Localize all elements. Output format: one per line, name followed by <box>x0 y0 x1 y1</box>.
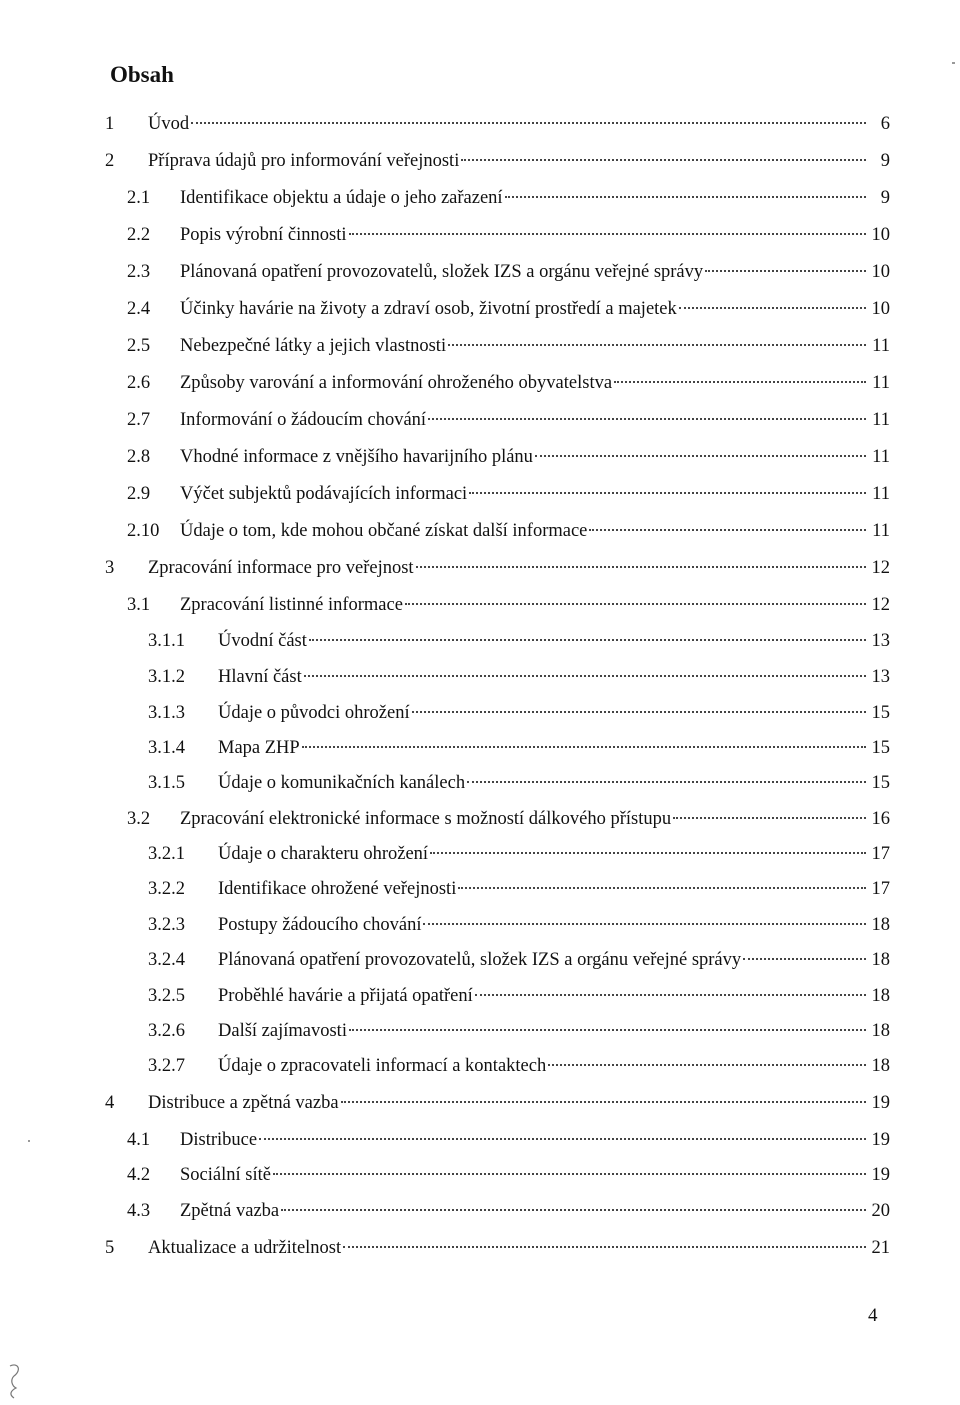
dot-leader <box>535 455 866 457</box>
toc-entry-number: 4.3 <box>127 1201 151 1221</box>
toc-entry[interactable] <box>148 665 890 689</box>
toc-entry[interactable] <box>127 334 890 358</box>
toc-entry[interactable] <box>127 408 890 432</box>
toc-entry[interactable] <box>148 984 890 1008</box>
dot-leader <box>405 603 866 605</box>
toc-entry-label: Plánovaná opatření provozovatelů, složek IZS a orgánu veřejné správy <box>180 262 704 282</box>
toc-entry-page: 19 <box>871 1130 890 1150</box>
toc-entry[interactable] <box>127 519 890 543</box>
toc-entry-label: Identifikace ohrožené veřejnosti <box>218 879 457 899</box>
toc-entry-label: Údaje o tom, kde mohou občané získat další informace <box>180 521 588 541</box>
toc-entry[interactable] <box>127 186 890 210</box>
toc-entry-number: 3.2.4 <box>148 950 185 970</box>
toc-entry-page: 9 <box>880 188 890 208</box>
dot-leader <box>743 958 866 960</box>
toc-entry[interactable] <box>148 842 890 866</box>
toc-entry-page: 10 <box>871 225 890 245</box>
toc-entry-page: 11 <box>872 484 890 504</box>
toc-entry[interactable] <box>105 149 890 173</box>
dot-leader <box>341 1101 866 1103</box>
toc-entry-label: Vhodné informace z vnějšího havarijního plánu <box>180 447 533 467</box>
toc-entry-page: 10 <box>871 299 890 319</box>
toc-entry-label: Údaje o původci ohrožení <box>218 703 410 723</box>
dot-leader <box>259 1138 866 1140</box>
toc-entry-label: Výčet subjektů podávajících informaci <box>180 484 468 504</box>
toc-entry-number: 2.2 <box>127 225 151 245</box>
toc-title: Obsah <box>110 62 174 87</box>
toc-entry-number: 3 <box>105 558 115 578</box>
toc-entry-number: 3.1.5 <box>148 773 185 793</box>
dot-leader <box>430 852 866 854</box>
toc-entry-label: Údaje o zpracovateli informací a kontaktech <box>218 1056 547 1076</box>
dot-leader <box>705 270 866 272</box>
toc-entry-page: 11 <box>872 521 890 541</box>
toc-entry[interactable] <box>105 112 890 136</box>
dot-leader <box>273 1173 866 1175</box>
toc-entry-number: 2.1 <box>127 188 151 208</box>
toc-entry[interactable] <box>148 736 890 760</box>
toc-entry-page: 20 <box>871 1201 890 1221</box>
toc-entry-number: 3.2.5 <box>148 986 185 1006</box>
dot-leader <box>679 307 866 309</box>
dot-leader <box>281 1209 866 1211</box>
toc-entry[interactable] <box>127 445 890 469</box>
toc-entry-page: 19 <box>871 1165 890 1185</box>
toc-entry[interactable] <box>127 223 890 247</box>
toc-entry-label: Hlavní část <box>218 667 302 687</box>
toc-entry-label: Údaje o komunikačních kanálech <box>218 773 466 793</box>
toc-entry-label: Distribuce <box>180 1130 258 1150</box>
dot-leader <box>309 639 866 641</box>
toc-entry-number: 2.7 <box>127 410 151 430</box>
dot-leader <box>461 159 866 161</box>
toc-entry-label: Popis výrobní činnosti <box>180 225 347 245</box>
toc-entry-number: 3.2.6 <box>148 1021 185 1041</box>
toc-entry-number: 3.2.7 <box>148 1056 185 1076</box>
toc-entry-page: 17 <box>871 879 890 899</box>
toc-entry-number: 1 <box>105 114 115 134</box>
toc-entry-number: 3.1.2 <box>148 667 185 687</box>
toc-entry[interactable] <box>105 1236 890 1260</box>
toc-entry[interactable] <box>148 701 890 725</box>
toc-entry-label: Úvodní část <box>218 631 307 651</box>
dot-leader <box>412 711 866 713</box>
toc-entry-label: Distribuce a zpětná vazba <box>148 1093 339 1113</box>
page-number: 4 <box>868 1305 878 1326</box>
dot-leader <box>467 781 866 783</box>
toc-entry[interactable] <box>127 371 890 395</box>
toc-entry-label: Postupy žádoucího chování <box>218 915 422 935</box>
dot-leader <box>673 817 866 819</box>
toc-entry-page: 18 <box>871 915 890 935</box>
dot-leader <box>458 887 866 889</box>
toc-entry[interactable] <box>148 948 890 972</box>
scan-speck <box>28 1140 30 1142</box>
toc-entry[interactable] <box>148 629 890 653</box>
toc-entry[interactable] <box>148 1054 890 1078</box>
toc-entry-page: 18 <box>871 1021 890 1041</box>
toc-entry-number: 4.2 <box>127 1165 151 1185</box>
toc-entry[interactable] <box>148 771 890 795</box>
toc-entry-page: 18 <box>871 1056 890 1076</box>
toc-entry-number: 5 <box>105 1238 115 1258</box>
toc-entry-page: 21 <box>871 1238 890 1258</box>
toc-entry-number: 4 <box>105 1093 115 1113</box>
toc-entry[interactable] <box>127 807 890 831</box>
toc-entry-number: 2 <box>105 151 115 171</box>
toc-entry-number: 3.2 <box>127 809 151 829</box>
toc-entry-page: 13 <box>871 667 890 687</box>
toc-entry-page: 9 <box>880 151 890 171</box>
toc-entry-label: Další zajímavosti <box>218 1021 347 1041</box>
dot-leader <box>475 994 866 996</box>
dot-leader <box>349 233 866 235</box>
dot-leader <box>416 566 866 568</box>
toc-entry-page: 12 <box>871 558 890 578</box>
toc-entry[interactable] <box>148 913 890 937</box>
toc-entry-label: Mapa ZHP <box>218 738 300 758</box>
toc-entry-number: 2.10 <box>127 521 160 541</box>
toc-entry-page: 15 <box>871 703 890 723</box>
toc-entry[interactable] <box>127 1163 890 1187</box>
toc-entry-page: 17 <box>871 844 890 864</box>
toc-entry[interactable] <box>105 1091 890 1115</box>
dot-leader <box>191 122 866 124</box>
toc-entry-number: 2.4 <box>127 299 151 319</box>
dot-leader <box>304 675 866 677</box>
toc-entry-page: 12 <box>871 595 890 615</box>
dot-leader <box>349 1029 866 1031</box>
toc-entry-number: 3.1.1 <box>148 631 185 651</box>
toc-entry-page: 11 <box>872 373 890 393</box>
toc-entry-label: Zpracování informace pro veřejnost <box>148 558 414 578</box>
dot-leader <box>343 1246 866 1248</box>
toc-entry-number: 3.2.2 <box>148 879 185 899</box>
toc-entry-label: Identifikace objektu a údaje o jeho zařazení <box>180 188 503 208</box>
toc-entry-label: Aktualizace a udržitelnost <box>148 1238 342 1258</box>
toc-entry-number: 2.5 <box>127 336 151 356</box>
toc-entry[interactable] <box>127 482 890 506</box>
dot-leader <box>589 529 866 531</box>
toc-entry-label: Zpracování listinné informace <box>180 595 403 615</box>
toc-entry-number: 3.1 <box>127 595 151 615</box>
dot-leader <box>423 923 866 925</box>
toc-entry-page: 13 <box>871 631 890 651</box>
toc-entry-page: 18 <box>871 986 890 1006</box>
dot-leader <box>614 381 866 383</box>
toc-entry-number: 3.1.3 <box>148 703 185 723</box>
toc-entry-number: 3.2.1 <box>148 844 185 864</box>
toc-entry[interactable] <box>127 260 890 284</box>
dot-leader <box>505 196 866 198</box>
toc-entry[interactable] <box>148 877 890 901</box>
toc-entry-label: Plánovaná opatření provozovatelů, složek IZS a orgánu veřejné správy <box>218 950 742 970</box>
dot-leader <box>469 492 866 494</box>
dot-leader <box>428 418 866 420</box>
toc-entry-page: 15 <box>871 773 890 793</box>
toc-entry-label: Údaje o charakteru ohrožení <box>218 844 429 864</box>
toc-entry-number: 3.1.4 <box>148 738 185 758</box>
toc-entry-number: 4.1 <box>127 1130 151 1150</box>
handwritten-mark-icon <box>4 1360 26 1400</box>
toc-entry-label: Zpracování elektronické informace s možností dálkového přístupu <box>180 809 672 829</box>
toc-entry[interactable] <box>127 1199 890 1223</box>
toc-entry-label: Sociální sítě <box>180 1165 271 1185</box>
toc-entry-page: 19 <box>871 1093 890 1113</box>
scan-speck <box>952 62 955 64</box>
dot-leader <box>548 1064 866 1066</box>
toc-entry-label: Účinky havárie na životy a zdraví osob, životní prostředí a majetek <box>180 299 677 319</box>
toc-entry-label: Příprava údajů pro informování veřejnosti <box>148 151 460 171</box>
toc-entry-number: 2.6 <box>127 373 151 393</box>
toc-entry-number: 2.9 <box>127 484 151 504</box>
toc-entry-label: Proběhlé havárie a přijatá opatření <box>218 986 473 1006</box>
toc-entry[interactable] <box>127 297 890 321</box>
toc-entry-page: 18 <box>871 950 890 970</box>
toc-entry-label: Nebezpečné látky a jejich vlastnosti <box>180 336 447 356</box>
toc-entry-page: 11 <box>872 336 890 356</box>
toc-entry[interactable] <box>105 556 890 580</box>
toc-entry-page: 11 <box>872 410 890 430</box>
toc-entry-label: Způsoby varování a informování ohroženého obyvatelstva <box>180 373 613 393</box>
toc-entry-label: Informování o žádoucím chování <box>180 410 427 430</box>
toc-entry-page: 11 <box>872 447 890 467</box>
toc-entry-label: Zpětná vazba <box>180 1201 280 1221</box>
toc-entry-page: 15 <box>871 738 890 758</box>
toc-entry-page: 10 <box>871 262 890 282</box>
toc-entry-number: 3.2.3 <box>148 915 185 935</box>
toc-entry[interactable] <box>127 1128 890 1152</box>
toc-entry-number: 2.3 <box>127 262 151 282</box>
dot-leader <box>302 746 866 748</box>
toc-entry[interactable] <box>148 1019 890 1043</box>
toc-entry-page: 6 <box>880 114 890 134</box>
toc-entry[interactable] <box>127 593 890 617</box>
toc-entry-label: Úvod <box>148 114 190 134</box>
dot-leader <box>448 344 866 346</box>
toc-entry-page: 16 <box>871 809 890 829</box>
toc-entry-number: 2.8 <box>127 447 151 467</box>
